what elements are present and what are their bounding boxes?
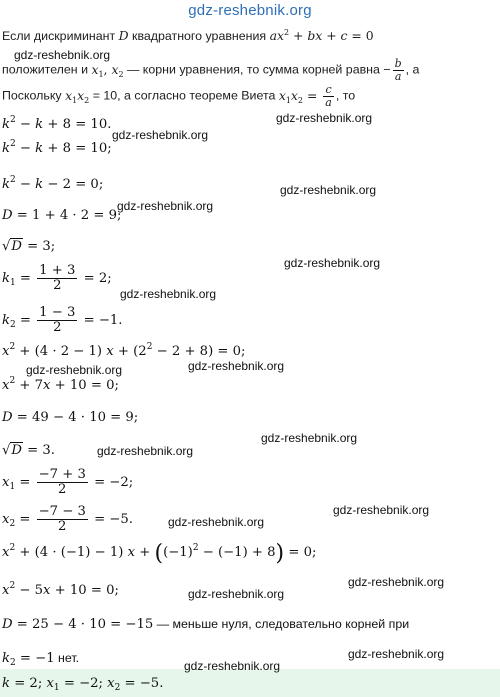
sqrt-sign: √ xyxy=(2,443,11,458)
op: = xyxy=(15,270,36,286)
exp: 2 xyxy=(283,28,290,37)
sqrt-sign: √ xyxy=(2,239,11,254)
var: x xyxy=(2,511,10,527)
watermark: gdz-reshebnik.org xyxy=(284,256,381,270)
op: = −5. xyxy=(120,676,164,691)
watermark: gdz-reshebnik.org xyxy=(14,48,111,62)
text: нет. xyxy=(54,651,80,665)
numerator: c xyxy=(325,83,332,96)
var: x xyxy=(290,87,298,103)
equation-12 xyxy=(2,468,133,497)
op: , xyxy=(103,61,112,77)
intro-line-1 xyxy=(2,28,498,43)
text: — меньше нуля, следовательно корней при xyxy=(153,617,410,631)
equation-8 xyxy=(2,344,245,359)
var: k xyxy=(35,177,44,192)
var: D xyxy=(11,239,22,254)
op: − xyxy=(15,177,36,192)
var: D xyxy=(118,28,129,43)
op: (−1) xyxy=(163,545,193,560)
exp: 2 xyxy=(9,581,16,591)
var: k xyxy=(2,270,10,286)
index: 1 xyxy=(285,95,291,105)
sqrt-radicand xyxy=(10,238,23,254)
numerator: 1 + 3 xyxy=(39,263,76,278)
watermark: gdz-reshebnik.org xyxy=(333,503,430,517)
numerator: b xyxy=(394,57,402,70)
equation-7 xyxy=(2,306,122,335)
sqrt-radicand xyxy=(10,442,23,458)
equation-17 xyxy=(2,651,79,666)
var: x xyxy=(2,474,10,490)
exp: 2 xyxy=(192,543,199,553)
text: положителен и xyxy=(2,62,92,77)
denominator: 2 xyxy=(58,481,67,497)
op: = 1 + 4 · 2 = 9; xyxy=(12,208,122,223)
text: — корни уравнения, то сумма корней равна − xyxy=(123,62,391,77)
var: bx xyxy=(307,28,323,43)
intro-line-3 xyxy=(2,84,498,108)
watermark: gdz-reshebnik.org xyxy=(168,515,265,529)
op: = 25 − 4 · 10 = −15 xyxy=(12,617,154,632)
op: = xyxy=(15,312,36,328)
op: = −1. xyxy=(79,312,123,328)
op: − 2 + 8) = 0; xyxy=(152,344,246,359)
exp: 2 xyxy=(9,543,16,553)
watermark: gdz-reshebnik.org xyxy=(184,659,281,673)
equation-1 xyxy=(2,117,111,132)
index: 2 xyxy=(297,95,304,105)
equation-4 xyxy=(2,208,121,223)
exp: 2 xyxy=(10,139,16,149)
op: = xyxy=(15,474,35,490)
var: k xyxy=(2,312,10,328)
watermark: gdz-reshebnik.org xyxy=(348,575,445,589)
op: = 3. xyxy=(22,443,56,458)
op: = 0; xyxy=(284,545,317,560)
watermark: gdz-reshebnik.org xyxy=(276,111,373,125)
var: x xyxy=(2,344,10,359)
var: k xyxy=(2,117,10,132)
equation-11 xyxy=(2,443,55,458)
watermark: gdz-reshebnik.org xyxy=(112,128,209,142)
var: x xyxy=(2,545,10,560)
denominator: a xyxy=(325,95,332,109)
index: 1 xyxy=(10,277,16,288)
equation-2 xyxy=(2,141,112,156)
index: 2 xyxy=(84,95,90,105)
op: + xyxy=(322,28,341,43)
op: = −1 xyxy=(15,651,55,666)
var: k xyxy=(2,177,10,192)
op: + 7 xyxy=(15,378,43,393)
index: 2 xyxy=(10,658,16,668)
text: Если дискриминант xyxy=(2,29,119,43)
op: = −5. xyxy=(89,511,133,527)
var: D xyxy=(2,410,13,425)
index: 1 xyxy=(98,69,104,79)
equation-13 xyxy=(2,505,133,534)
var: x xyxy=(278,87,286,103)
op: + (2 xyxy=(113,344,147,359)
text: , то xyxy=(335,88,356,103)
index: 2 xyxy=(9,518,16,529)
exp: 2 xyxy=(146,342,153,352)
op: = 49 − 4 · 10 = 9; xyxy=(12,410,139,425)
op: + 10 = 0; xyxy=(50,378,119,393)
watermark: gdz-reshebnik.org xyxy=(117,199,214,213)
var: x xyxy=(2,583,10,598)
watermark: gdz-reshebnik.org xyxy=(348,647,445,661)
fraction xyxy=(393,58,404,82)
op: + (4 · 2 − 1) xyxy=(15,344,107,359)
op: − xyxy=(15,117,36,132)
var: x xyxy=(2,378,10,393)
fraction xyxy=(37,264,77,293)
op: + (4 · (−1) − 1) xyxy=(15,545,128,560)
equation-16 xyxy=(2,617,409,632)
op: = 3; xyxy=(22,239,56,254)
paren: ( xyxy=(154,541,164,566)
paren: ) xyxy=(275,541,285,566)
var: x xyxy=(107,676,115,691)
equation-10 xyxy=(2,410,138,425)
op: = xyxy=(303,87,322,103)
denominator: a xyxy=(394,69,402,83)
var: k xyxy=(2,651,10,666)
text: Поскольку xyxy=(2,88,66,103)
var: x xyxy=(46,676,54,691)
var: k xyxy=(35,117,44,132)
op: = 2; xyxy=(10,676,47,691)
var: D xyxy=(2,208,13,223)
fraction xyxy=(37,505,88,534)
var: x xyxy=(43,583,51,598)
op: + 8 = 10. xyxy=(43,117,112,132)
var: x xyxy=(111,61,119,77)
op: + 8 = 10; xyxy=(43,141,112,156)
equation-5 xyxy=(2,239,55,254)
exp: 2 xyxy=(9,342,16,352)
equation-15 xyxy=(2,583,119,598)
fraction xyxy=(37,306,77,335)
equation-6 xyxy=(2,264,112,293)
var: k xyxy=(2,676,10,691)
numerator: 1 − 3 xyxy=(39,305,76,320)
exp: 2 xyxy=(9,376,16,386)
op: − xyxy=(15,141,36,156)
index: 2 xyxy=(10,319,16,330)
site-title[interactable]: gdz-reshebnik.org xyxy=(188,2,312,19)
var: ax xyxy=(269,28,284,43)
var: k xyxy=(2,141,10,156)
equation-14 xyxy=(2,541,317,566)
index: 1 xyxy=(9,481,16,492)
equation-9 xyxy=(2,378,119,393)
denominator: 2 xyxy=(53,319,62,335)
watermark: gdz-reshebnik.org xyxy=(188,359,285,373)
numerator: −7 + 3 xyxy=(38,467,86,482)
var: x xyxy=(106,344,114,359)
op: = −2; xyxy=(89,474,134,490)
text: квадратного уравнения xyxy=(128,29,270,43)
op: − 2 = 0; xyxy=(43,177,104,192)
op: = xyxy=(15,511,35,527)
op: = 0 xyxy=(347,28,374,43)
op: − (−1) + 8 xyxy=(198,545,276,560)
watermark: gdz-reshebnik.org xyxy=(188,587,285,601)
var: x xyxy=(91,61,99,77)
var: x xyxy=(127,545,136,560)
exp: 2 xyxy=(10,115,16,125)
watermark: gdz-reshebnik.org xyxy=(120,287,217,301)
denominator: 2 xyxy=(58,518,67,534)
op: + xyxy=(135,545,155,560)
op: = 2; xyxy=(79,270,112,286)
numerator: −7 − 3 xyxy=(38,504,86,519)
var: x xyxy=(77,87,85,103)
var: x xyxy=(43,378,51,393)
text: , а xyxy=(405,62,420,77)
watermark: gdz-reshebnik.org xyxy=(261,431,358,445)
op: − 5 xyxy=(15,583,43,598)
index: 2 xyxy=(114,683,121,693)
fraction xyxy=(37,468,88,497)
watermark: gdz-reshebnik.org xyxy=(26,363,123,377)
denominator: 2 xyxy=(53,277,62,293)
op: + 10 = 0; xyxy=(50,583,119,598)
var: k xyxy=(35,141,44,156)
index: 2 xyxy=(118,69,124,79)
equation-3 xyxy=(2,177,103,192)
index: 1 xyxy=(72,95,78,105)
op: + xyxy=(289,28,308,43)
answer-line xyxy=(2,676,163,691)
watermark: gdz-reshebnik.org xyxy=(97,444,194,458)
fraction xyxy=(323,84,334,108)
text: = 10, а согласно теореме Виета xyxy=(89,88,279,103)
var: x xyxy=(65,87,73,103)
op: = −2; xyxy=(59,676,108,691)
index: 1 xyxy=(53,683,60,693)
var: c xyxy=(340,28,348,43)
exp: 2 xyxy=(10,175,16,185)
var: D xyxy=(11,443,22,458)
var: D xyxy=(2,617,13,632)
watermark: gdz-reshebnik.org xyxy=(280,183,377,197)
